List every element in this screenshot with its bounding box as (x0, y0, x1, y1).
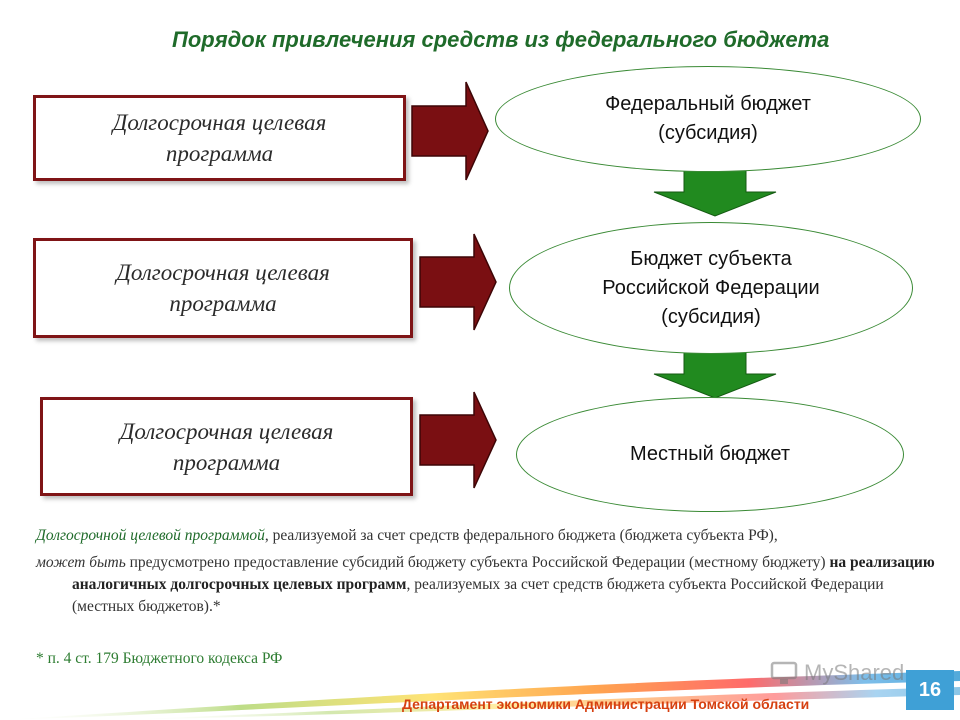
note-bold-purpose: на реализацию аналогичных долгосрочных целевых программ (72, 554, 935, 593)
program-box-2-line1: Долгосрочная целевая (116, 260, 330, 285)
red-arrow-1 (410, 80, 492, 182)
program-box-1 (33, 95, 406, 181)
program-box-3-line1: Долгосрочная целевая (119, 418, 334, 444)
federal-budget-ellipse (495, 66, 921, 172)
regional-budget-line3: (субсидия) (661, 305, 761, 328)
explanatory-note (36, 525, 946, 618)
federal-budget-line1: Федеральный бюджет (605, 93, 811, 115)
footer-department: Департамент экономики Администрации Томской области (402, 696, 810, 712)
red-arrow-2 (418, 232, 500, 332)
green-arrow-2 (654, 352, 778, 400)
note-em-may: может быть (36, 554, 126, 571)
federal-budget-line2: (субсидия) (658, 122, 758, 144)
watermark-logo-icon (770, 660, 800, 686)
note-em-term: Долгосрочной целевой программой (36, 527, 265, 544)
local-budget-ellipse (516, 397, 904, 512)
footnote: * п. 4 ст. 179 Бюджетного кодекса РФ (36, 650, 283, 667)
program-box-2-line2: программа (169, 291, 277, 316)
watermark-text: MyShared (804, 660, 905, 685)
watermark (770, 660, 904, 686)
regional-budget-line2: Российской Федерации (602, 276, 820, 299)
regional-budget-ellipse (509, 222, 913, 354)
red-arrow-3 (418, 390, 500, 490)
program-box-2 (33, 238, 413, 338)
program-box-3 (40, 397, 413, 496)
note-p1-text: , реализуемой за счет средств федерального бюджета (бюджета субъекта РФ), (264, 527, 778, 544)
program-box-3-line2: программа (172, 449, 281, 475)
regional-budget-line1: Бюджет субъекта (630, 247, 792, 270)
local-budget-line1: Местный бюджет (630, 443, 790, 465)
green-arrow-1 (654, 170, 778, 218)
note-p2-rest: , реализуемых за счет средств бюджета субъекта Российской Федерации (местных бюджетов).* (72, 576, 884, 615)
note-p2-mid: предусмотрено предоставление субсидий бюджету субъекта Российской Федерации (местному бюджету) (125, 554, 830, 571)
page-number-badge: 16 (906, 670, 954, 710)
slide-title: Порядок привлечения средств из федерального бюджета (172, 27, 830, 52)
program-box-1-line1: Долгосрочная целевая (112, 110, 327, 135)
program-box-1-line2: программа (165, 141, 274, 166)
